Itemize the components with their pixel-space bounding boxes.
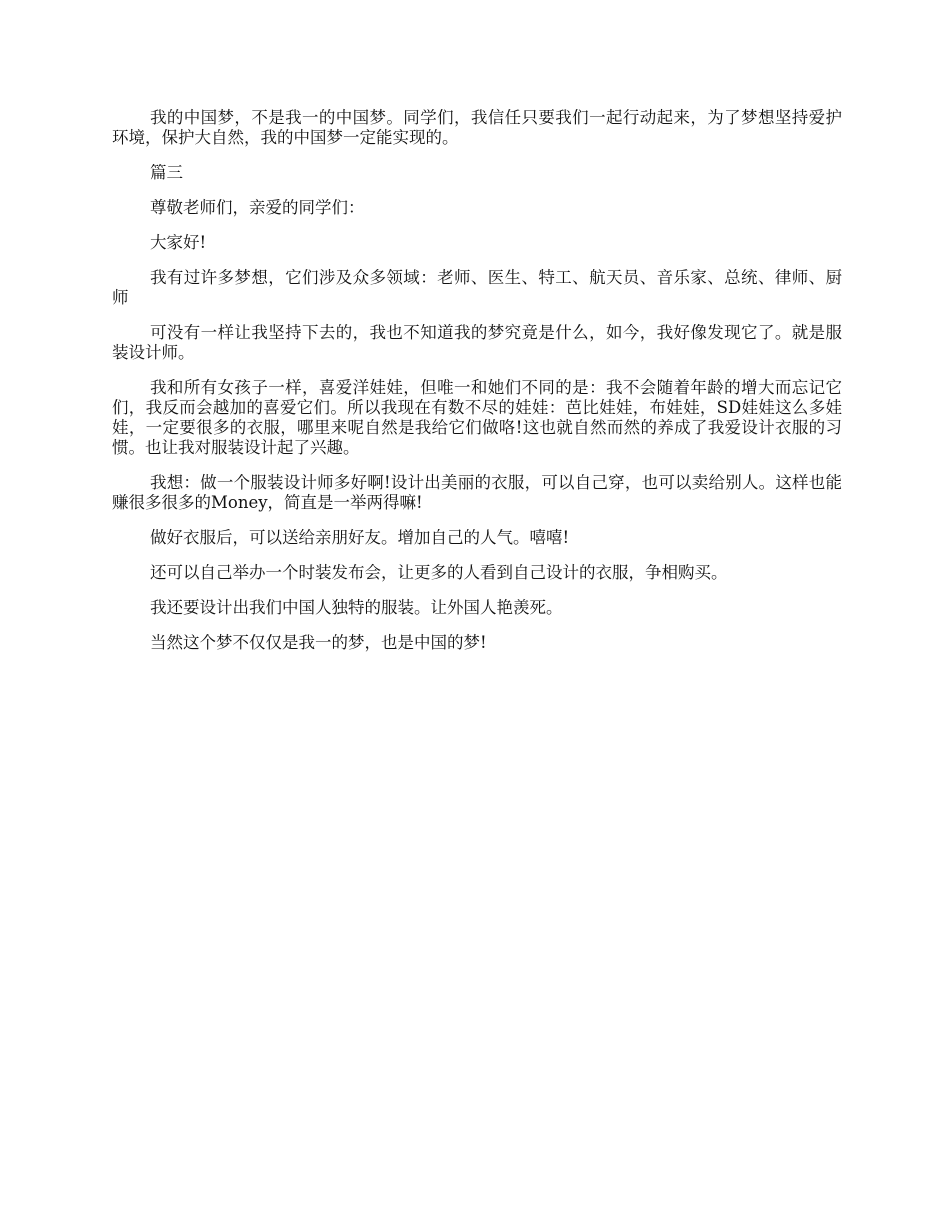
paragraph-1: 我的中国梦，不是我一的中国梦。同学们，我信任只要我们一起行动起来，为了梦想坚持爱护环境，保护大自然，我的中国梦一定能实现的。 <box>112 108 842 147</box>
paragraph-discovery: 可没有一样让我坚持下去的，我也不知道我的梦究竟是什么，如今，我好像发现它了。就是服装设计师。 <box>112 323 842 362</box>
paragraph-chinese-clothing: 我还要设计出我们中国人独特的服装。让外国人艳羡死。 <box>150 598 563 617</box>
paragraph-dolls: 我和所有女孩子一样，喜爱洋娃娃，但唯一和她们不同的是：我不会随着年龄的增大而忘记它们，我反而会越加的喜爱它们。所以我现在有数不尽的娃娃：芭比娃娃，布娃娃，SD娃娃这么多娃娃，一定要很多的衣服，哪里来呢自然是我给它们做咯!这也就自然而然的养成了我爱设计衣服的习惯。也让我对服装设计起了兴趣。 <box>112 378 842 457</box>
document-page <box>112 108 842 668</box>
salutation: 尊敬老师们，亲爱的同学们： <box>150 198 365 217</box>
paragraph-conclusion: 当然这个梦不仅仅是我一的梦，也是中国的梦! <box>150 633 487 652</box>
paragraph-dreams: 我有过许多梦想，它们涉及众多领域：老师、医生、特工、航天员、音乐家、总统、律师、厨师 <box>112 268 842 307</box>
paragraph-gifts: 做好衣服后，可以送给亲朋好友。增加自己的人气。嘻嘻! <box>150 528 570 547</box>
paragraph-fashion-show: 还可以自己举办一个时装发布会，让更多的人看到自己设计的衣服，争相购买。 <box>150 563 728 582</box>
greeting: 大家好! <box>150 233 207 252</box>
paragraph-designer: 我想：做一个服装设计师多好啊!设计出美丽的衣服，可以自己穿，也可以卖给别人。这样也能赚很多很多的Money，简直是一举两得嘛! <box>112 473 842 512</box>
section-heading: 篇三 <box>150 163 183 182</box>
